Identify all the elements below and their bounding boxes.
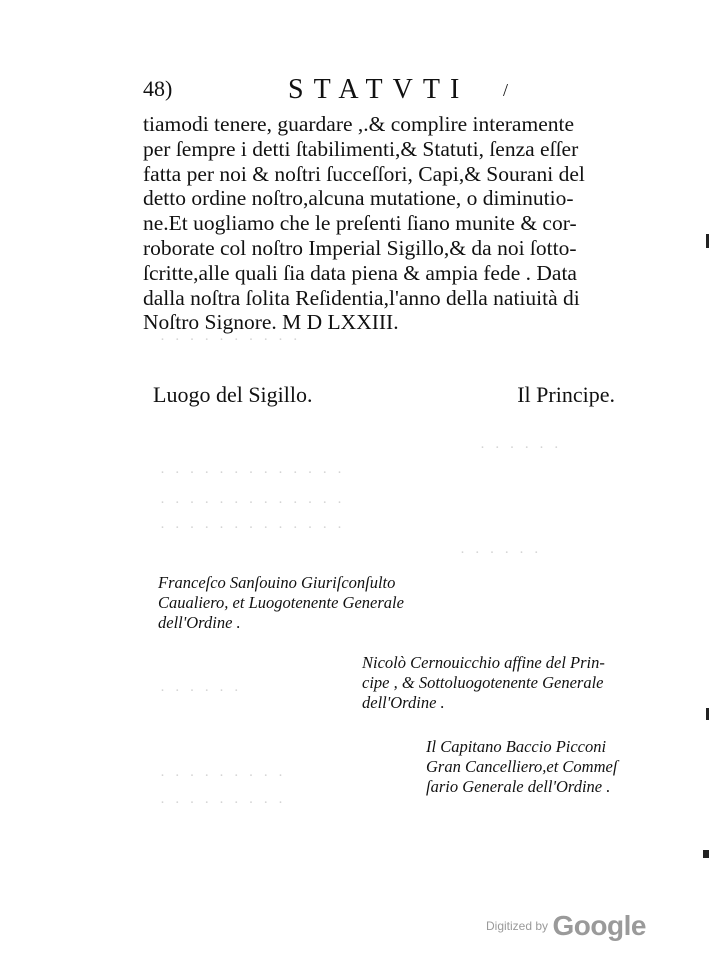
running-title: STATVTI (288, 74, 470, 105)
prince-label: Il Principe. (517, 382, 615, 407)
body-line: dalla noſtra ſolita Reſidentia,l'anno della natiuità di (143, 285, 580, 310)
signature-line: Caualiero, et Luogotenente Generale (158, 593, 404, 612)
running-head (143, 74, 563, 108)
page-number: 48) (143, 76, 173, 101)
statute-body-text (143, 112, 623, 335)
signature-line: Il Capitano Baccio Picconi (426, 737, 607, 756)
signature-line: dell'Ordine . (158, 613, 241, 632)
seal-row (153, 382, 623, 412)
show-through-text: · · · · · · · · · (160, 768, 286, 784)
running-head-mark: / (503, 80, 509, 100)
page-edge-mark (703, 850, 709, 858)
show-through-text: · · · · · · (480, 440, 562, 456)
body-line: roborate col noſtro Imperial Sigillo,& da noi ſotto- (143, 235, 577, 260)
signature-line: ſario Generale dell'Ordine . (426, 777, 611, 796)
body-line: fatta per noi & noſtri ſucceſſori, Capi,& Sourani del (143, 161, 585, 186)
page-edge-mark (706, 708, 709, 720)
signature-line: Gran Cancelliero,et Commeſ (426, 757, 618, 776)
signature-picconi (426, 737, 617, 797)
page-edge-mark (706, 234, 709, 248)
show-through-text: · · · · · · · · · · · · · (160, 465, 345, 481)
body-line: per ſempre i detti ſtabilimenti,& Statuti, ſenza eſſer (143, 136, 579, 161)
signature-line: Nicolò Cernouicchio affine del Prin- (362, 653, 605, 672)
seal-place-label: Luogo del Sigillo. (153, 382, 313, 407)
show-through-text: · · · · · · (460, 545, 542, 561)
show-through-text: · · · · · · · · · · · · · (160, 520, 345, 536)
signature-line: Franceſco Sanſouino Giuriſconſulto (158, 573, 396, 592)
body-line: ne.Et uogliamo che le preſenti ſiano munite & cor- (143, 211, 577, 236)
show-through-text: · · · · · · · · · · (160, 332, 301, 348)
signature-cernovicchio (362, 653, 605, 713)
digitized-by-label: Digitized by (486, 919, 549, 933)
signature-line: dell'Ordine . (362, 693, 445, 712)
signature-line: cipe , & Sottoluogotenente Generale (362, 673, 604, 692)
body-line: ſcritte,alle quali ſia data piena & ampia fede . Data (143, 260, 577, 285)
google-logo: Google (552, 910, 646, 941)
show-through-text: · · · · · · · · · (160, 795, 286, 811)
body-line: Noſtro Signore. M D LXXIII. (143, 310, 399, 335)
show-through-text: · · · · · · · · · · · · · (160, 495, 345, 511)
show-through-text: · · · · · · (160, 683, 242, 699)
body-line: detto ordine noſtro,alcuna mutatione, o diminutio- (143, 186, 574, 211)
google-watermark (486, 910, 646, 950)
signature-sansovino (158, 573, 404, 633)
body-line: tiamodi tenere, guardare ,.& complire interamente (143, 112, 575, 136)
